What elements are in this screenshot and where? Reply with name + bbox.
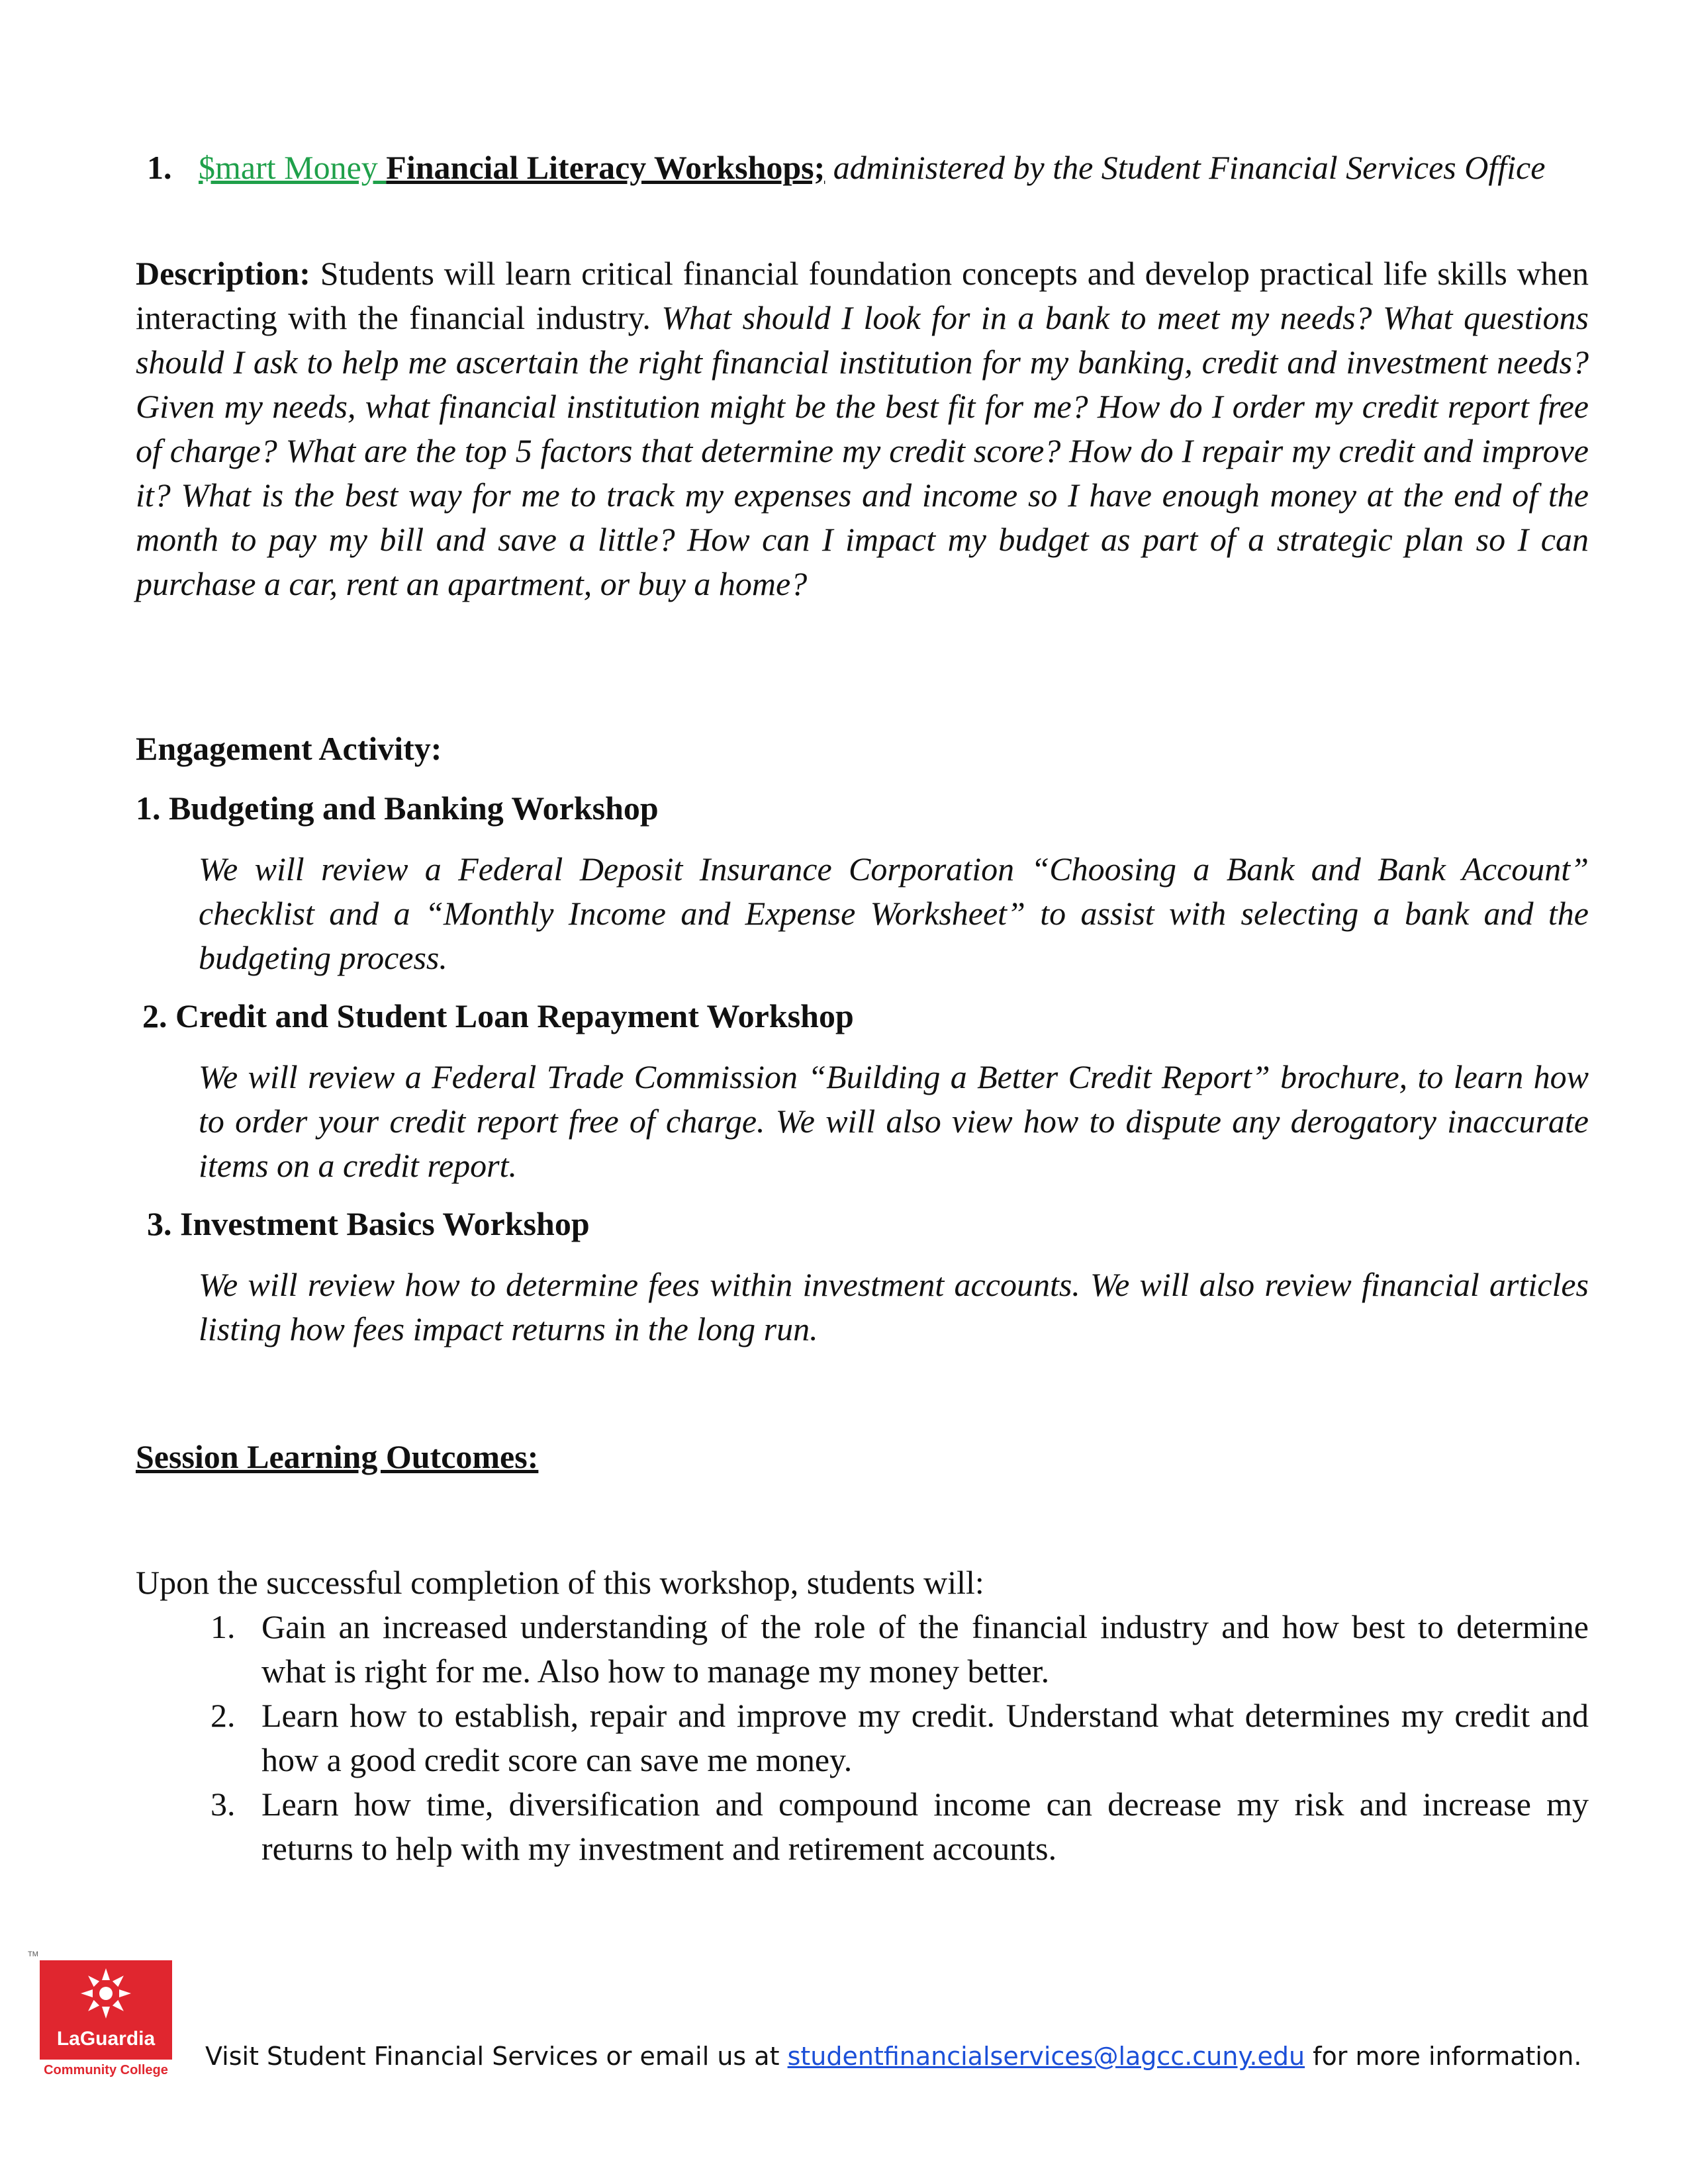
laguardia-logo bbox=[26, 1946, 185, 2078]
description-intro: Students will learn critical financial foundation concepts and develop practical life skills when interacting with the financial industry. bbox=[136, 255, 1589, 336]
description-label: Description: bbox=[136, 255, 310, 292]
workshop-description: We will review a Federal Trade Commission “Building a Better Credit Report” brochure, to learn how to order your credit report free of charge. We will also view how to dispute any derogatory inaccurate items on a credit report. bbox=[199, 1058, 1589, 1184]
list-item-text: Learn how to establish, repair and improve my credit. Understand what determines my credit and how a good credit score can save me money. bbox=[261, 1697, 1589, 1778]
footer-note bbox=[205, 2040, 1581, 2073]
workshop-description: We will review how to determine fees within investment accounts. We will also review financial articles listing how fees impact returns in the long run. bbox=[199, 1266, 1589, 1347]
heading-text bbox=[199, 146, 1590, 190]
engagement-label: Engagement Activity: bbox=[136, 730, 442, 767]
logo-trademark: TM bbox=[28, 1950, 38, 1958]
workshop-title: 3. Investment Basics Workshop bbox=[147, 1205, 590, 1242]
list-item-text: Gain an increased understanding of the role of the financial industry and how best to determine what is right for me. Also how to manage my money better. bbox=[261, 1608, 1589, 1690]
workshop-title: 1. Budgeting and Banking Workshop bbox=[136, 790, 659, 827]
workshop-description: We will review a Federal Deposit Insurance Corporation “Choosing a Bank and Bank Account” checklist and a “Monthly Income and Expense Worksheet” to assist with selecting a bank and the budgeting process. bbox=[199, 850, 1589, 976]
logo-star-icon bbox=[81, 1968, 131, 2019]
list-item-number: 2. bbox=[211, 1697, 236, 1734]
outcomes-intro: Upon the successful completion of this workshop, students will: bbox=[136, 1564, 984, 1601]
heading-number: 1. bbox=[147, 149, 172, 186]
description-paragraph bbox=[136, 251, 1589, 606]
footer-text-before: Visit Student Financial Services or email us at bbox=[205, 2042, 788, 2071]
heading-subtitle: administered by the Student Financial Services Office bbox=[833, 149, 1546, 186]
description-questions: What should I look for in a bank to meet my needs? What questions should I ask to help me ascertain the right financial institution for my banking, credit and investment needs? Given my needs, what financial institution might be the best fit for me? How do I order my credit report free of charge? What are the top 5 factors that determine my credit score? How do I repair my credit and improve it? What is the best way for me to track my expenses and income so I have enough money at the end of the month to pay my bill and save a little? How can I impact my budget as part of a strategic plan so I can purchase a car, rent an apartment, or buy a home? bbox=[136, 299, 1589, 602]
list-item-text: Learn how time, diversification and compound income can decrease my risk and increase my returns to help with my investment and retirement accounts. bbox=[261, 1786, 1589, 1867]
smart-money-brand: $mart Money bbox=[199, 149, 387, 186]
list-item bbox=[199, 1694, 1589, 1782]
list-item-number: 3. bbox=[211, 1786, 236, 1823]
list-item bbox=[199, 1605, 1589, 1694]
logo-name: LaGuardia bbox=[56, 2028, 156, 2050]
section-heading bbox=[147, 146, 1590, 190]
list-item bbox=[199, 1782, 1589, 1871]
list-item-number: 1. bbox=[211, 1608, 236, 1645]
footer-text-after: for more information. bbox=[1305, 2042, 1582, 2071]
outcomes-list bbox=[199, 1605, 1589, 1871]
workshop-title: 2. Credit and Student Loan Repayment Workshop bbox=[142, 997, 854, 1034]
outcomes-label: Session Learning Outcomes: bbox=[136, 1438, 539, 1475]
heading-title: Financial Literacy Workshops; bbox=[386, 149, 825, 186]
footer-email-link[interactable]: studentfinancialservices@lagcc.cuny.edu bbox=[787, 2042, 1305, 2071]
logo-subtitle: Community College bbox=[44, 2063, 168, 2077]
